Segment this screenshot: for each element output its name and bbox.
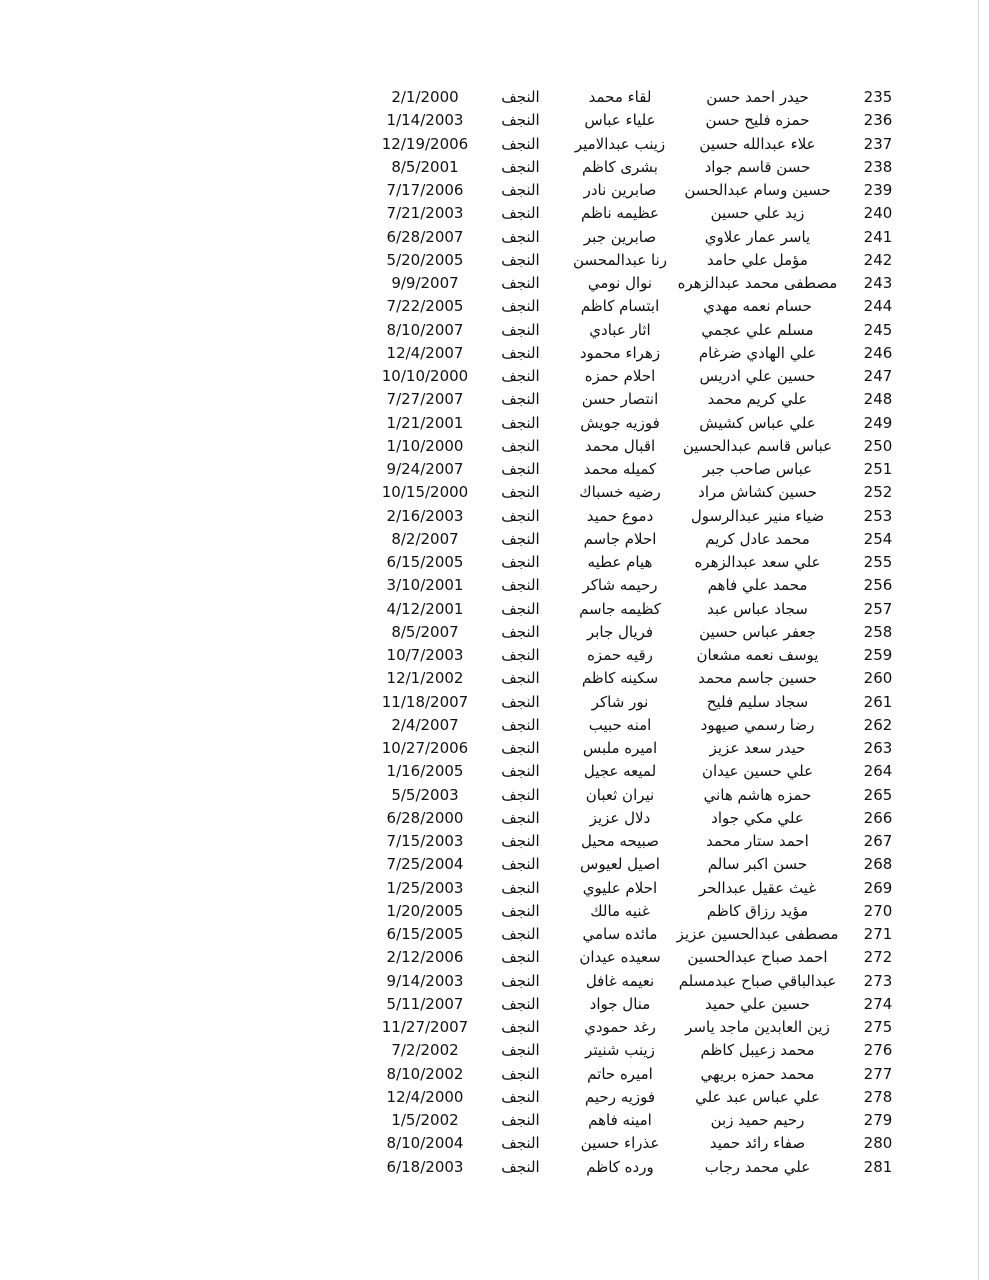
birth-date: 9/9/2007: [391, 274, 459, 292]
table-row: [0, 621, 989, 644]
city-name: النجف: [501, 204, 540, 223]
birth-date: 1/5/2002: [391, 1111, 459, 1129]
student-name: عباس قاسم عبدالحسين: [682, 436, 833, 455]
table-row: [0, 1016, 989, 1039]
student-name: حسام نعمه مهدي: [703, 297, 812, 316]
city-name: النجف: [501, 367, 540, 385]
student-name: سجاد عباس عبد: [707, 599, 808, 618]
birth-date: 8/5/2001: [391, 157, 459, 176]
student-name: غيث عقيل عبدالحر: [698, 878, 817, 897]
record-number: 263: [863, 739, 893, 757]
student-name: مؤمل علي حامد: [707, 250, 808, 269]
city-name: النجف: [501, 832, 540, 850]
birth-date: 8/2/2007: [391, 529, 459, 548]
mother-name: زينب شنيتر: [585, 1041, 655, 1060]
table-row: [0, 923, 989, 946]
records-table: [0, 86, 989, 1179]
student-name: محمد عادل كريم: [705, 529, 810, 548]
student-name: جعفر عباس حسين: [699, 622, 816, 641]
table-row: [0, 1156, 989, 1179]
birth-date: 7/17/2006: [386, 181, 464, 199]
birth-date: 12/4/2007: [386, 343, 464, 362]
city-name: النجف: [501, 1064, 540, 1083]
table-row: [0, 202, 989, 225]
table-row: [0, 342, 989, 365]
record-number: 254: [863, 529, 893, 548]
record-number: 240: [863, 204, 893, 223]
birth-date: 12/4/2000: [386, 1087, 464, 1106]
table-row: [0, 551, 989, 574]
birth-date: 7/27/2007: [386, 390, 464, 409]
table-row: [0, 435, 989, 458]
table-row: [0, 1109, 989, 1132]
record-number: 251: [863, 460, 893, 478]
student-name: حمزه فليح حسن: [705, 111, 810, 130]
student-name: علي عباس عبد علي: [695, 1087, 820, 1106]
mother-name: احلام عليوي: [582, 878, 658, 897]
mother-name: رنا عبدالمحسن: [573, 250, 667, 269]
mother-name: دموع حميد: [586, 506, 654, 525]
mother-name: لقاء محمد: [588, 88, 652, 106]
mother-name: عظيمه ناظم: [581, 204, 659, 223]
record-number: 244: [863, 297, 893, 316]
table-row: [0, 830, 989, 853]
record-number: 270: [863, 901, 893, 920]
city-name: النجف: [501, 599, 540, 618]
student-name: حسين علي ادريس: [699, 367, 816, 385]
birth-date: 7/21/2003: [386, 204, 464, 223]
table-row: [0, 412, 989, 435]
record-number: 262: [863, 715, 893, 734]
mother-name: علياء عباس: [584, 111, 656, 130]
table-row: [0, 970, 989, 993]
record-number: 246: [863, 343, 893, 362]
city-name: النجف: [501, 413, 540, 432]
mother-name: رحيمه شاكر: [582, 576, 658, 595]
record-number: 235: [863, 88, 893, 106]
record-number: 259: [863, 646, 893, 664]
student-name: صفاء رائد حميد: [709, 1134, 806, 1153]
student-name: رضا رسمي صيهود: [700, 715, 815, 734]
table-row: [0, 481, 989, 504]
record-number: 272: [863, 948, 893, 967]
city-name: النجف: [501, 436, 540, 455]
birth-date: 1/21/2001: [386, 413, 464, 432]
birth-date: 11/27/2007: [381, 1018, 469, 1036]
mother-name: احلام جاسم: [583, 529, 657, 548]
birth-date: 5/5/2003: [391, 785, 459, 804]
record-number: 255: [863, 553, 893, 571]
student-name: حسن اكبر سالم: [707, 855, 808, 874]
table-row: [0, 319, 989, 342]
city-name: النجف: [501, 483, 540, 502]
city-name: النجف: [501, 1018, 540, 1036]
table-row: [0, 1039, 989, 1062]
mother-name: اصيل لعيوس: [580, 855, 660, 874]
mother-name: هيام عطيه: [587, 553, 653, 571]
mother-name: صبيحه محيل: [581, 832, 659, 850]
table-row: [0, 505, 989, 528]
student-name: حسين كشاش مراد: [698, 483, 817, 502]
record-number: 243: [863, 274, 893, 292]
student-name: علي محمد رجاب: [704, 1157, 811, 1176]
mother-name: فوزيه رحيم: [584, 1087, 656, 1106]
table-row: [0, 295, 989, 318]
student-name: محمد علي فاهم: [707, 576, 808, 595]
mother-name: لميعه عجيل: [583, 762, 657, 781]
birth-date: 10/7/2003: [386, 646, 464, 664]
mother-name: دلال عزيز: [589, 808, 651, 827]
city-name: النجف: [501, 715, 540, 734]
birth-date: 1/25/2003: [386, 878, 464, 897]
mother-name: اثار عبادي: [589, 320, 651, 339]
record-number: 278: [863, 1087, 893, 1106]
mother-name: اميره حاتم: [587, 1064, 653, 1083]
student-name: حسن قاسم جواد: [704, 157, 811, 176]
city-name: النجف: [501, 622, 540, 641]
student-name: زيد علي حسين: [710, 204, 805, 223]
student-name: ياسر عمار علاوي: [704, 227, 811, 246]
record-number: 252: [863, 483, 893, 502]
birth-date: 3/10/2001: [386, 576, 464, 595]
table-row: [0, 133, 989, 156]
table-row: [0, 737, 989, 760]
mother-name: فريال جابر: [586, 622, 654, 641]
mother-name: رقيه حمزه: [587, 646, 653, 664]
record-number: 238: [863, 157, 893, 176]
city-name: النجف: [501, 157, 540, 176]
record-number: 258: [863, 622, 893, 641]
city-name: النجف: [501, 948, 540, 967]
city-name: النجف: [501, 901, 540, 920]
student-name: حسين علي حميد: [705, 994, 810, 1013]
student-name: سجاد سليم فليح: [706, 692, 809, 711]
student-name: حيدر احمد حسن: [706, 88, 809, 106]
mother-name: اقبال محمد: [584, 436, 656, 455]
record-number: 247: [863, 367, 893, 385]
record-number: 266: [863, 808, 893, 827]
record-number: 280: [863, 1134, 893, 1153]
mother-name: رضيه خسباك: [579, 483, 661, 502]
mother-name: كميله محمد: [583, 460, 657, 478]
student-name: علي مكي جواد: [711, 808, 804, 827]
table-row: [0, 714, 989, 737]
mother-name: زهراء محمود: [579, 343, 661, 362]
city-name: النجف: [501, 181, 540, 199]
city-name: النجف: [501, 553, 540, 571]
birth-date: 7/2/2002: [391, 1041, 459, 1060]
student-name: عباس صاحب جبر: [702, 460, 813, 478]
table-row: [0, 388, 989, 411]
record-number: 245: [863, 320, 893, 339]
mother-name: احلام حمزه: [584, 367, 656, 385]
record-number: 273: [863, 971, 893, 990]
table-row: [0, 574, 989, 597]
city-name: النجف: [501, 320, 540, 339]
birth-date: 10/27/2006: [381, 739, 469, 757]
table-row: [0, 667, 989, 690]
student-name: احمد صباح عبدالحسين: [687, 948, 828, 967]
table-row: [0, 109, 989, 132]
birth-date: 7/22/2005: [386, 297, 464, 316]
city-name: النجف: [501, 646, 540, 664]
student-name: زين العابدين ماجد ياسر: [685, 1018, 830, 1036]
city-name: النجف: [501, 739, 540, 757]
birth-date: 2/16/2003: [386, 506, 464, 525]
mother-name: صابرين نادر: [583, 181, 657, 199]
record-number: 279: [863, 1111, 893, 1129]
mother-name: ابتسام كاظم: [580, 297, 660, 316]
city-name: النجف: [501, 460, 540, 478]
city-name: النجف: [501, 925, 540, 943]
birth-date: 11/18/2007: [381, 692, 469, 711]
city-name: النجف: [501, 88, 540, 106]
mother-name: انتصار حسن: [581, 390, 659, 409]
birth-date: 2/4/2007: [391, 715, 459, 734]
record-number: 250: [863, 436, 893, 455]
record-number: 256: [863, 576, 893, 595]
city-name: النجف: [501, 1041, 540, 1060]
table-row: [0, 900, 989, 923]
mother-name: نعيمه غافل: [585, 971, 655, 990]
mother-name: نور شاكر: [591, 692, 649, 711]
table-row: [0, 86, 989, 109]
birth-date: 10/15/2000: [381, 483, 469, 502]
record-number: 265: [863, 785, 893, 804]
city-name: النجف: [501, 529, 540, 548]
city-name: النجف: [501, 878, 540, 897]
birth-date: 6/15/2005: [386, 553, 464, 571]
city-name: النجف: [501, 506, 540, 525]
table-row: [0, 993, 989, 1016]
birth-date: 1/10/2000: [386, 436, 464, 455]
city-name: النجف: [501, 1157, 540, 1176]
city-name: النجف: [501, 1134, 540, 1153]
city-name: النجف: [501, 692, 540, 711]
table-row: [0, 179, 989, 202]
mother-name: زينب عبدالامير: [574, 134, 666, 153]
mother-name: امنه حبيب: [588, 715, 652, 734]
student-name: حسين وسام عبدالحسن: [684, 181, 831, 199]
record-number: 253: [863, 506, 893, 525]
student-name: محمد حمزه بريهي: [700, 1064, 815, 1083]
table-row: [0, 760, 989, 783]
mother-name: ورده كاظم: [586, 1157, 654, 1176]
city-name: النجف: [501, 576, 540, 595]
birth-date: 6/28/2000: [386, 808, 464, 827]
record-number: 264: [863, 762, 893, 781]
mother-name: اميره ملبس: [582, 739, 658, 757]
birth-date: 1/14/2003: [386, 111, 464, 130]
mother-name: امينه فاهم: [588, 1111, 652, 1129]
table-row: [0, 528, 989, 551]
student-name: ضياء منير عبدالرسول: [690, 506, 825, 525]
city-name: النجف: [501, 669, 540, 688]
record-number: 276: [863, 1041, 893, 1060]
student-name: علي حسين عيدان: [701, 762, 814, 781]
birth-date: 8/10/2002: [386, 1064, 464, 1083]
table-row: [0, 691, 989, 714]
city-name: النجف: [501, 134, 540, 153]
mother-name: عذراء حسين: [580, 1134, 660, 1153]
city-name: النجف: [501, 1087, 540, 1106]
table-row: [0, 598, 989, 621]
birth-date: 5/11/2007: [386, 994, 464, 1013]
table-row: [0, 644, 989, 667]
student-name: علاء عبدالله حسين: [699, 134, 816, 153]
record-number: 248: [863, 390, 893, 409]
city-name: النجف: [501, 1111, 540, 1129]
record-number: 277: [863, 1064, 893, 1083]
birth-date: 6/28/2007: [386, 227, 464, 246]
student-name: مؤيد رزاق كاظم: [706, 901, 809, 920]
city-name: النجف: [501, 250, 540, 269]
record-number: 268: [863, 855, 893, 874]
record-number: 241: [863, 227, 893, 246]
birth-date: 1/20/2005: [386, 901, 464, 920]
student-name: علي كريم محمد: [707, 390, 808, 409]
student-name: يوسف نعمه مشعان: [696, 646, 819, 664]
table-row: [0, 249, 989, 272]
record-number: 261: [863, 692, 893, 711]
city-name: النجف: [501, 297, 540, 316]
record-number: 249: [863, 413, 893, 432]
table-row: [0, 365, 989, 388]
record-number: 274: [863, 994, 893, 1013]
table-row: [0, 458, 989, 481]
birth-date: 8/10/2004: [386, 1134, 464, 1153]
birth-date: 1/16/2005: [386, 762, 464, 781]
record-number: 269: [863, 878, 893, 897]
mother-name: بشرى كاظم: [582, 157, 658, 176]
student-name: علي عباس كشيش: [699, 413, 816, 432]
table-row: [0, 226, 989, 249]
student-name: مسلم علي عجمي: [701, 320, 814, 339]
record-number: 271: [863, 925, 893, 943]
city-name: النجف: [501, 785, 540, 804]
city-name: النجف: [501, 808, 540, 827]
birth-date: 2/12/2006: [386, 948, 464, 967]
table-row: [0, 1086, 989, 1109]
mother-name: سعيده عيدان: [579, 948, 661, 967]
birth-date: 4/12/2001: [386, 599, 464, 618]
birth-date: 10/10/2000: [381, 367, 469, 385]
mother-name: فوزيه جويش: [580, 413, 660, 432]
record-number: 239: [863, 181, 893, 199]
table-row: [0, 1063, 989, 1086]
table-row: [0, 784, 989, 807]
student-name: مصطفى عبدالحسين عزيز: [676, 925, 839, 943]
birth-date: 5/20/2005: [386, 250, 464, 269]
birth-date: 7/25/2004: [386, 855, 464, 874]
student-name: عبدالباقي صباح عبدمسلم: [678, 971, 837, 990]
mother-name: منال جواد: [589, 994, 651, 1013]
mother-name: مائده سامي: [582, 925, 658, 943]
city-name: النجف: [501, 762, 540, 781]
table-row: [0, 272, 989, 295]
birth-date: 8/5/2007: [391, 622, 459, 641]
record-number: 257: [863, 599, 893, 618]
birth-date: 6/15/2005: [386, 925, 464, 943]
mother-name: صابرين جبر: [583, 227, 657, 246]
table-row: [0, 853, 989, 876]
city-name: النجف: [501, 855, 540, 874]
record-number: 275: [863, 1018, 893, 1036]
student-name: احمد ستار محمد: [706, 832, 809, 850]
student-name: حمزه هاشم هاني: [703, 785, 812, 804]
record-number: 242: [863, 250, 893, 269]
student-name: مصطفى محمد عبدالزهره: [677, 274, 838, 292]
city-name: النجف: [501, 994, 540, 1013]
birth-date: 9/14/2003: [386, 971, 464, 990]
birth-date: 12/1/2002: [386, 669, 464, 688]
city-name: النجف: [501, 343, 540, 362]
birth-date: 7/15/2003: [386, 832, 464, 850]
table-row: [0, 1132, 989, 1155]
mother-name: غنيه مالك: [590, 901, 650, 920]
student-name: حسين جاسم محمد: [698, 669, 817, 688]
city-name: النجف: [501, 971, 540, 990]
mother-name: كظيمه جاسم: [579, 599, 661, 618]
record-number: 237: [863, 134, 893, 153]
city-name: النجف: [501, 111, 540, 130]
student-name: رحيم حميد زبن: [710, 1111, 805, 1129]
mother-name: نوال نومي: [587, 274, 653, 292]
student-name: علي الهادي ضرغام: [698, 343, 817, 362]
record-number: 267: [863, 832, 893, 850]
student-name: علي سعد عبدالزهره: [694, 553, 821, 571]
city-name: النجف: [501, 227, 540, 246]
city-name: النجف: [501, 390, 540, 409]
city-name: النجف: [501, 274, 540, 292]
mother-name: سكينه كاظم: [581, 669, 659, 688]
record-number: 281: [863, 1157, 893, 1176]
table-row: [0, 946, 989, 969]
table-row: [0, 807, 989, 830]
birth-date: 6/18/2003: [386, 1157, 464, 1176]
record-number: 260: [863, 669, 893, 688]
table-row: [0, 877, 989, 900]
record-number: 236: [863, 111, 893, 130]
birth-date: 9/24/2007: [386, 460, 464, 478]
table-row: [0, 156, 989, 179]
mother-name: رغد حمودي: [584, 1018, 656, 1036]
birth-date: 12/19/2006: [381, 134, 469, 153]
mother-name: نيران ثعبان: [585, 785, 655, 804]
birth-date: 2/1/2000: [391, 88, 459, 106]
student-name: محمد زعيبل كاظم: [700, 1041, 815, 1060]
student-name: حيدر سعد عزيز: [709, 739, 806, 757]
birth-date: 8/10/2007: [386, 320, 464, 339]
